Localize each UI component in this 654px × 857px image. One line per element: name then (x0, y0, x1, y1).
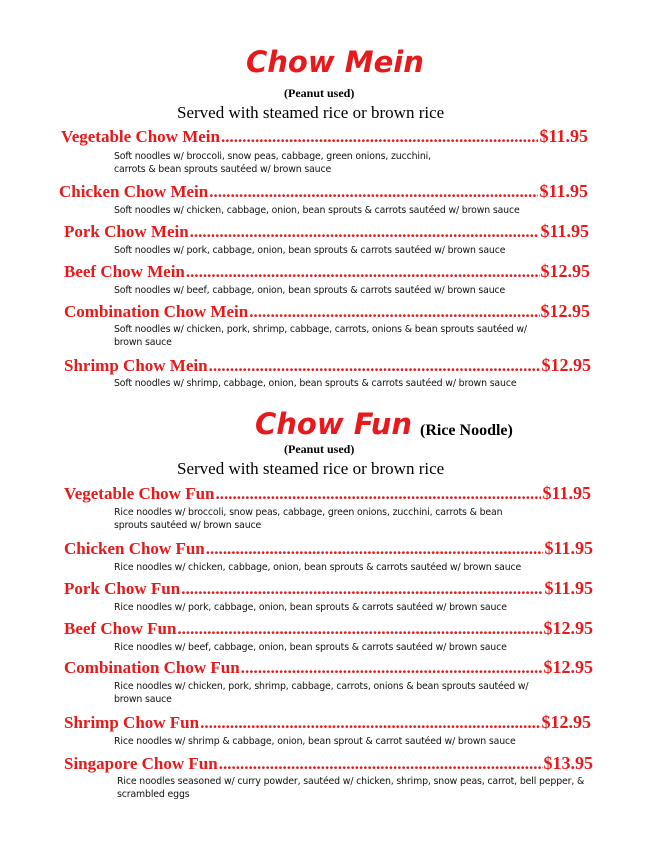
item-name: Singapore Chow Fun (64, 754, 218, 773)
item-description: Rice noodles w/ pork, cabbage, onion, bean sprouts & carrots sautéed w/ brown sauce (114, 602, 507, 613)
item-name: Combination Chow Fun (64, 658, 240, 677)
item-description: Soft noodles w/ chicken, cabbage, onion, bean sprouts & carrots sautéed w/ brown sauce (114, 205, 520, 216)
dot-leader (249, 303, 539, 320)
item-price: $11.95 (539, 181, 588, 201)
menu-item (64, 300, 590, 350)
item-price: $12.95 (541, 355, 591, 375)
dot-leader (216, 485, 542, 502)
item-price: $11.95 (544, 538, 593, 558)
item-price: $12.95 (543, 657, 593, 677)
item-description: Soft noodles w/ shrimp, cabbage, onion, bean sprouts & carrots sautéed w/ brown sauce (114, 378, 517, 389)
dot-leader (200, 714, 540, 731)
peanut-note: (Peanut used) (284, 86, 355, 100)
menu-item (64, 354, 591, 390)
menu-item (64, 260, 590, 296)
item-name: Pork Chow Mein (64, 222, 189, 241)
menu-item (64, 617, 593, 653)
dot-leader (209, 183, 538, 200)
menu-item (64, 577, 593, 613)
dot-leader (177, 620, 542, 637)
menu-item (61, 125, 588, 175)
served-with-text: Served with steamed rice or brown rice (177, 103, 445, 122)
item-name: Vegetable Chow Mein (61, 127, 220, 146)
item-description: Rice noodles w/ chicken, pork, shrimp, cabbage, carrots, onions & bean sprouts sautéed w/ brown sauce (114, 681, 529, 705)
served-with-text: Served with steamed rice or brown rice (177, 459, 445, 478)
item-description: Rice noodles w/ broccoli, snow peas, cabbage, green onions, zucchini, carrots & bean sprouts sautéed w/ brown sauce (114, 507, 503, 531)
item-name: Combination Chow Mein (64, 302, 249, 321)
item-price: $12.95 (540, 261, 590, 281)
item-name: Pork Chow Fun (64, 579, 181, 598)
menu-item (64, 220, 589, 256)
item-price: $11.95 (542, 483, 591, 503)
item-name: Chicken Chow Mein (59, 182, 209, 201)
menu-item (64, 711, 591, 747)
item-price: $11.95 (539, 126, 588, 146)
dot-leader (209, 357, 541, 374)
item-description: Soft noodles w/ chicken, pork, shrimp, cabbage, carrots, onions & bean sprouts sautéed w/ brown sauce (114, 324, 527, 348)
section-title-chow-mein: Chow Mein (246, 45, 424, 79)
item-name: Shrimp Chow Mein (64, 356, 208, 375)
dot-leader (181, 580, 543, 597)
item-name: Beef Chow Fun (64, 619, 177, 638)
item-name: Shrimp Chow Fun (64, 713, 200, 732)
item-price: $12.95 (541, 712, 591, 732)
dot-leader (186, 263, 540, 280)
menu-item (64, 752, 593, 802)
item-name: Chicken Chow Fun (64, 539, 205, 558)
dot-leader (221, 128, 539, 145)
menu-item (64, 482, 591, 532)
section-subtitle-rice-noodle: (Rice Noodle) (420, 422, 513, 439)
menu-item (59, 180, 588, 216)
item-price: $12.95 (540, 301, 590, 321)
item-name: Beef Chow Mein (64, 262, 185, 281)
item-price: $11.95 (540, 221, 589, 241)
item-description: Rice noodles w/ beef, cabbage, onion, bean sprouts & carrots sautéed w/ brown sauce (114, 642, 507, 653)
dot-leader (190, 223, 540, 240)
item-description: Rice noodles w/ chicken, cabbage, onion, bean sprouts & carrots sautéed w/ brown sauce (114, 562, 522, 573)
item-description: Soft noodles w/ broccoli, snow peas, cabbage, green onions, zucchini, carrots & bean sprouts sautéed w/ brown sauce (114, 151, 431, 175)
peanut-note: (Peanut used) (284, 442, 355, 456)
item-price: $13.95 (543, 753, 593, 773)
section-title-chow-fun: Chow Fun (255, 407, 413, 441)
item-name: Vegetable Chow Fun (64, 484, 215, 503)
item-description: Rice noodles seasoned w/ curry powder, sautéed w/ chicken, shrimp, snow peas, carrot, bell pepper, & scrambled eggs (117, 776, 585, 800)
dot-leader (206, 540, 544, 557)
item-price: $12.95 (543, 618, 593, 638)
dot-leader (219, 755, 543, 772)
menu-item (64, 656, 593, 706)
dot-leader (241, 659, 543, 676)
item-description: Soft noodles w/ pork, cabbage, onion, bean sprouts & carrots sautéed w/ brown sauce (114, 245, 506, 256)
menu-item (64, 537, 593, 573)
item-price: $11.95 (544, 578, 593, 598)
item-description: Rice noodles w/ shrimp & cabbage, onion, bean sprout & carrot sautéed w/ brown sauce (114, 736, 516, 747)
item-description: Soft noodles w/ beef, cabbage, onion, bean sprouts & carrots sautéed w/ brown sauce (114, 285, 506, 296)
